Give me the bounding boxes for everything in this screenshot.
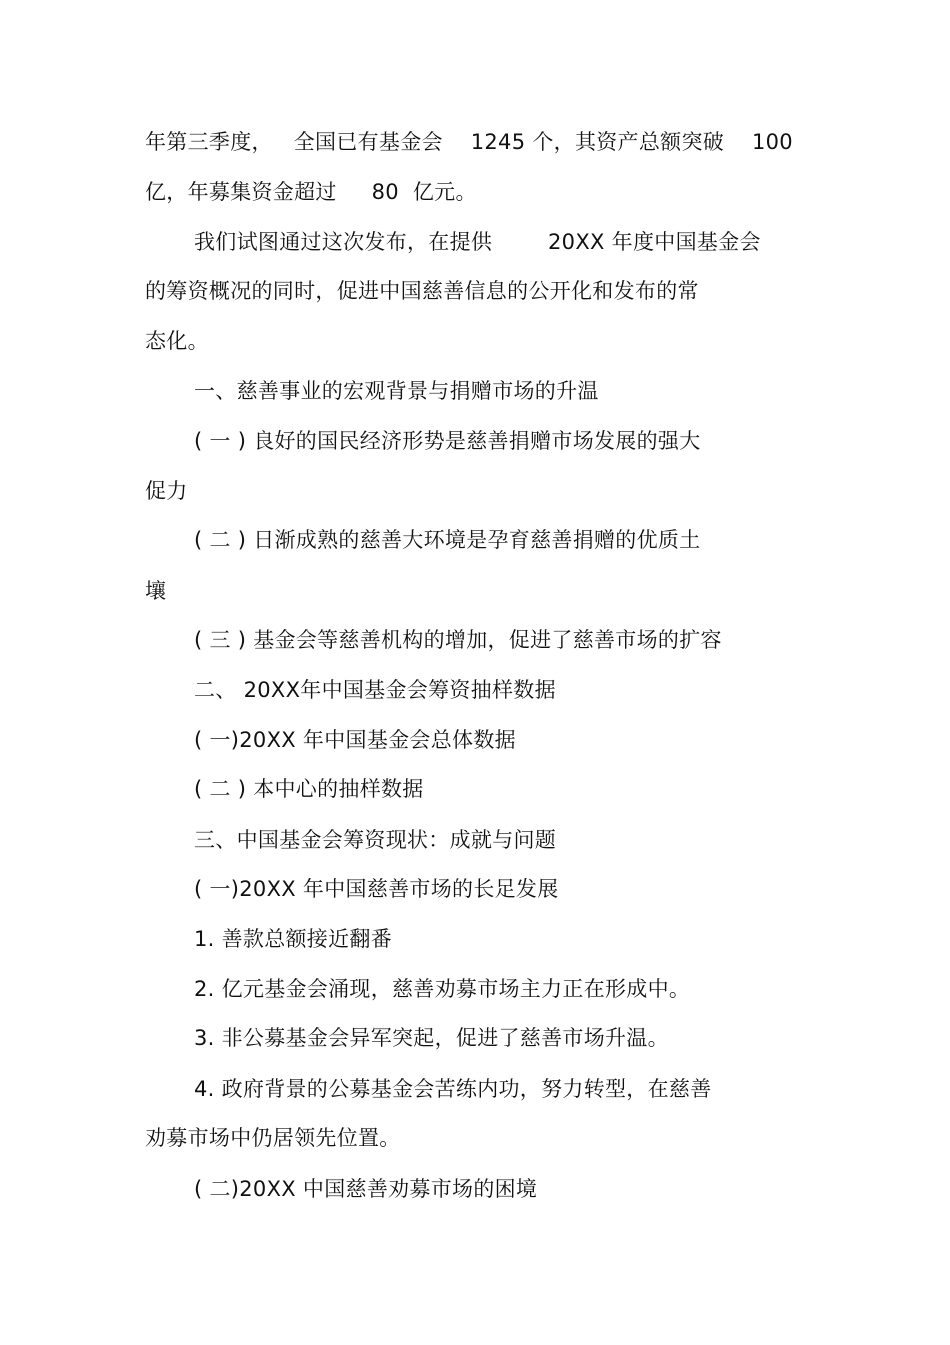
subsection-heading: ( 一)20XX 年中国慈善市场的长足发展 (194, 877, 559, 901)
paragraph-line: 年第三季度， 全国已有基金会 1245 个，其资产总额突破 100 (145, 130, 793, 154)
list-item: 4. 政府背景的公募基金会苦练内功，努力转型，在慈善 (194, 1077, 712, 1101)
subsection-heading: ( 一 ) 良好的国民经济形势是慈善捐赠市场发展的强大 (194, 429, 701, 453)
section-heading: 三、中国基金会筹资现状：成就与问题 (194, 828, 557, 852)
section-heading: 一、慈善事业的宏观背景与捐赠市场的升温 (194, 379, 599, 403)
subsection-heading: ( 二 ) 日渐成熟的慈善大环境是孕育慈善捐赠的优质土 (194, 528, 701, 552)
list-item: 2. 亿元基金会涌现，慈善劝募市场主力正在形成中。 (194, 977, 691, 1001)
subsection-heading: ( 二 ) 本中心的抽样数据 (194, 777, 424, 801)
list-item: 1. 善款总额接近翻番 (194, 927, 393, 951)
subsection-heading: ( 二)20XX 中国慈善劝募市场的困境 (194, 1177, 538, 1201)
paragraph-line: 态化。 (145, 329, 209, 353)
section-heading: 二、 20XX年中国基金会筹资抽样数据 (194, 678, 556, 702)
paragraph-line: 我们试图通过这次发布，在提供 20XX 年度中国基金会 (194, 230, 761, 254)
subsection-heading-cont: 促力 (145, 479, 188, 503)
subsection-heading-cont: 壤 (145, 579, 167, 603)
subsection-heading: ( 一)20XX 年中国基金会总体数据 (194, 728, 516, 752)
paragraph-line: 的筹资概况的同时，促进中国慈善信息的公开化和发布的常 (145, 279, 699, 303)
list-item: 3. 非公募基金会异军突起，促进了慈善市场升温。 (194, 1026, 669, 1050)
paragraph-line: 亿，年募集资金超过 80 亿元。 (145, 180, 477, 204)
list-item-cont: 劝募市场中仍居领先位置。 (145, 1126, 401, 1150)
subsection-heading: ( 三 ) 基金会等慈善机构的增加，促进了慈善市场的扩容 (194, 628, 722, 652)
